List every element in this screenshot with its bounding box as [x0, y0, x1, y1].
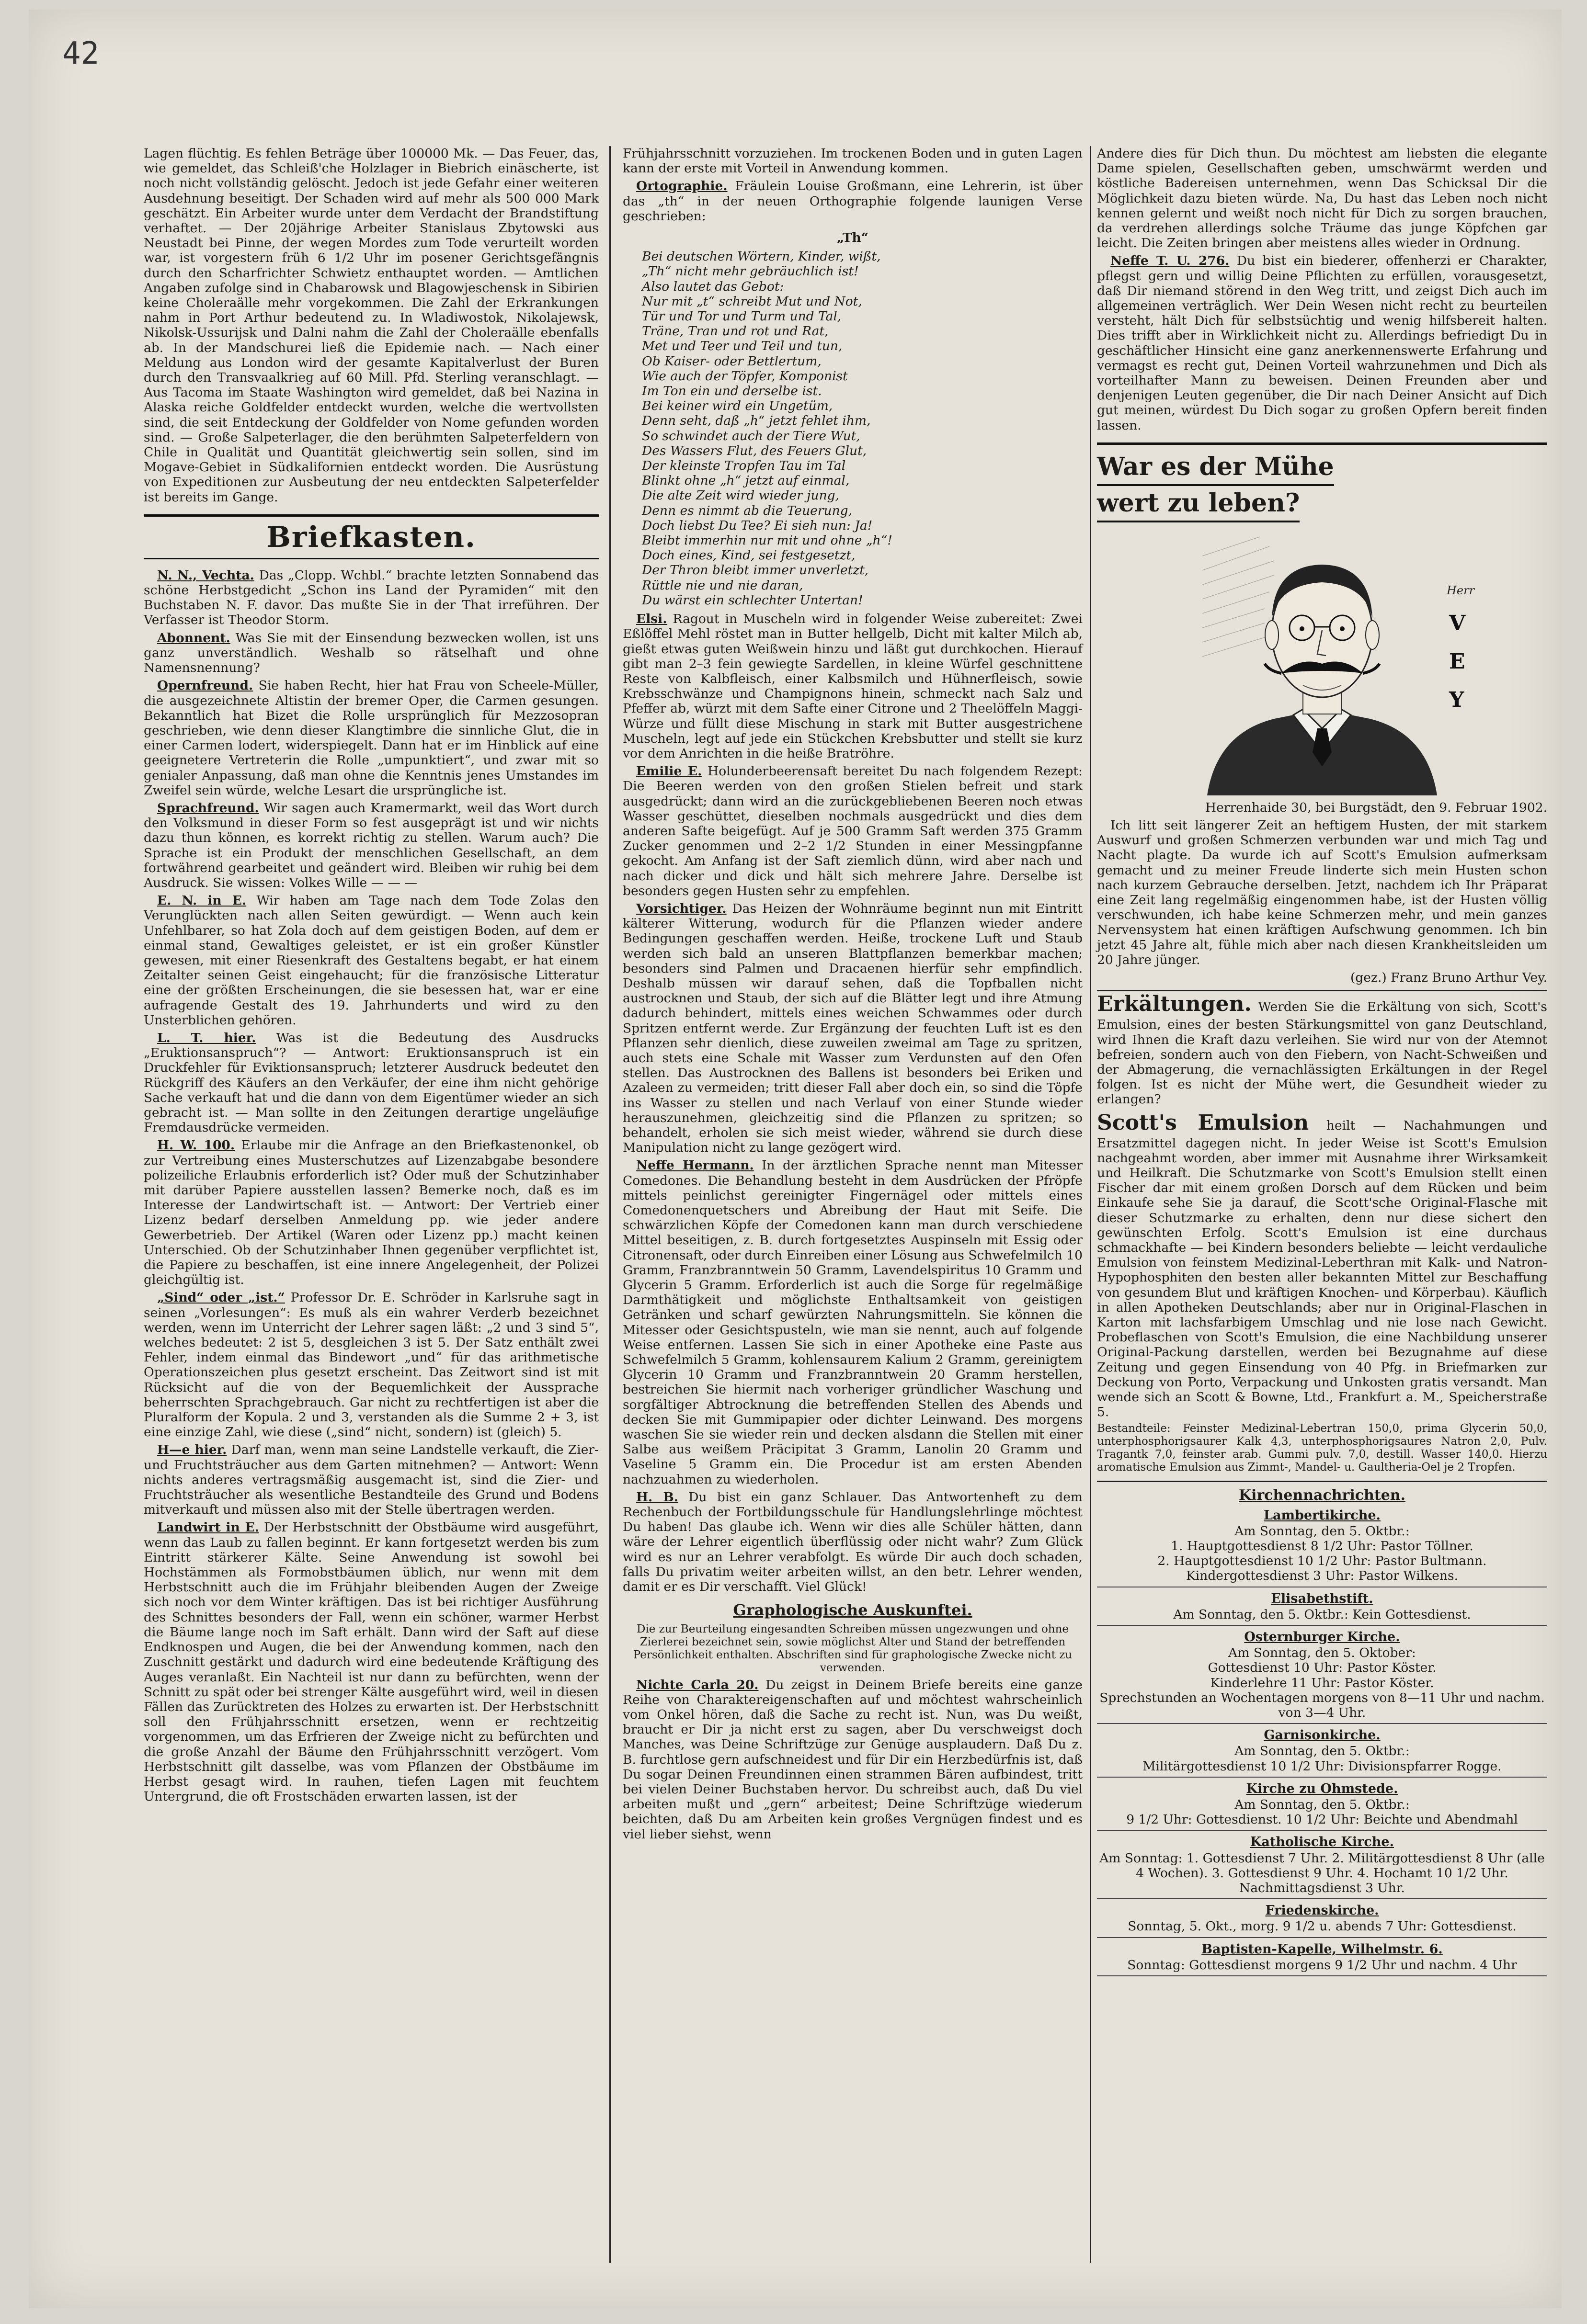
entry-text: Erlaube mir die Anfrage an den Briefkastenonkel, ob zur Vertreibung eines Musterschutzes auf Lizenzabgabe besondere polizeiliche Erlaubnis erforderlich ist? Oder muß der Schutzinhaber mit darüber Papiere ausstellen lassen? Bemerke noch, daß es im Interesse der Landwirtschaft ist. — Antwort: Der Vertrieb einer Lizenz bedarf derselben Anmeldung pp. wie jeder andere Gewerbetrieb. Der Artikel (Waren oder Lizenz pp.) macht keinen Unterschied. Ob der Schutzinhaber Ihnen gegenüber verpflichtet ist, die Papiere zu beschaffen, ist eine innere Angelegenheit, der Polizei gleichgültig ist. [144, 1138, 599, 1288]
entry-text: Du bist ein biederer, offenherzi er Charakter, pflegst gern und willig Deine Pflichten zu erfüllen, vorausgesetzt, daß Dir niemand störend in den Weg tritt, und zeigst Dich auch im allgemeinen verträglich. Wer Dein Wesen nicht recht zu beurteilen versteht, hält Dich für selbstsüchtig und wenig hilfsbereit halten. Dies trifft aber in Wirklichkeit nicht zu. Allerdings befriedigt Du in geschäftlicher Hinsicht eine ganz anerkennenswerte Erfahrung und vermagst es recht gut, Deinen Vorteil wahrzunehmen und Dich als vorteilhafter Mann zu beweisen. Deinen Freunden aber und denjenigen Leuten gegenüber, die Dir nach Deiner Ansicht auf Dich gut meinen, würdest Du Dich sogar zu großen Opfern bereit finden lassen. [1097, 253, 1547, 433]
entry-keyword: Vorsichtiger. [636, 901, 727, 916]
church-service-line: 1. Hauptgottesdienst 8 1/2 Uhr: Pastor Töllner. [1171, 1538, 1473, 1553]
poem-line: Rüttle nie und nie daran, [642, 578, 803, 593]
church-service-line: Am Sonntag, den 5. Oktbr.: [1234, 1744, 1410, 1759]
church-name: Lambertikirche. [1264, 1508, 1381, 1523]
ortho-entry [623, 179, 1083, 224]
poem-line: Bei deutschen Wörtern, Kinder, wißt, [642, 249, 881, 264]
briefkasten-entry [144, 568, 599, 628]
church-service-line: Am Sonntag, den 5. Oktbr.: Kein Gottesdienst. [1173, 1607, 1471, 1622]
poem-line: So schwindet auch der Tiere Wut, [642, 428, 860, 443]
portrait-illustration [1097, 527, 1547, 795]
church-notices [1097, 1481, 1547, 1976]
entry-text: Darf man, wenn man seine Landstelle verkauft, die Zier- und Fruchtsträucher aus dem Garten mitnehmen? — Antwort: Wenn nichts anderes vertragsmäßig ausgemacht ist, sind die Zier- und Fruchtsträucher als wesentliche Bestandteile des Grund und Bodens mitverkauft und müssen also mit der Stelle übertragen werden. [144, 1442, 599, 1518]
church-service-line: Militärgottesdienst 10 1/2 Uhr: Divisionspfarrer Rogge. [1142, 1758, 1502, 1774]
briefkasten-entry [144, 1138, 599, 1287]
briefkasten-entry [144, 631, 599, 676]
entry-text: Du bist ein ganz Schlauer. Das Antwortenheft zu dem Rechenbuch der Fortbildungsschule für Handlungslehrlinge möchtest Du haben! Das glaube ich. Wenn wir dies alle Schüler hätten, dann wäre der Lehrer eigentlich überflüssig oder nicht wahr? Zum Glück wird es nur an Lehrer verabfolgt. Es würde Dir auch doch schaden, falls Du privatim weiter arbeiten willst, an den betr. Lehrer wenden, damit er es Dir verschafft. Viel Glück! [623, 1489, 1083, 1595]
church-service-line: Gottesdienst 10 Uhr: Pastor Köster. [1208, 1660, 1437, 1676]
briefkasten-entry [623, 901, 1083, 1155]
testimonial-text: Ich litt seit längerer Zeit an heftigem Husten, der mit starkem Auswurf und großen Schmerzen verbunden war und mich Tag und Nacht plagte. Da wurde ich auf Scott's Emulsion aufmerksam gemacht und zu meiner Freude linderte sich mein Husten schon nach kurzem Gebrauche derselben. Jetzt, nachdem ich Ihr Präparat eine Zeit lang regelmäßig eingenommen habe, ist der Husten völlig verschwunden, ich habe keine Schmerzen mehr, und mein ganzes Nervensystem hat einen kräftigen Aufschwung genommen. Ich bin jetzt 45 Jahre alt, fühle mich aber nach diesen Krankheitsleiden um 20 Jahre jünger. [1097, 818, 1547, 967]
poem-line: Met und Teer und Teil und tun, [642, 339, 843, 354]
church-service-line: Sprechstunden an Wochentagen morgens von 8—11 Uhr und nachm. von 3—4 Uhr. [1099, 1690, 1545, 1721]
church-name: Kirche zu Ohmstede. [1246, 1781, 1398, 1796]
ad-text: heilt — Nachahmungen und Ersatzmittel dagegen nicht. In jeder Weise ist Scott's Emulsion nachgeahmt worden, aber immer mit Ausnahme ihrer Wirksamkeit und Heilkraft. Die Schutzmarke von Scott's Emulsion stellt einen Fischer dar mit einem großen Dorsch auf dem Rücken und beim Einkaufe sehe Sie ja darauf, die Scott'sche Original-Flasche mit dieser Schutzmarke zu erhalten, denn nur diese sichert den gewünschten Erfolg. Scott's Emulsion ist eine durchaus schmackhafte — bei Kindern besonders beliebte — leicht verdauliche Emulsion von feinstem Medizinal-Leberthran mit Kalk- und Natron-Hypophosphiten den besten aller bekannten Mittel zur Beschaffung von gesundem Blut und kräftigen Knochen- und Körperbau). Käuflich in allen Apotheken Deutschlands; aber nur in Original-Flaschen in Karton mit lachsfarbigem Umschlag und nie lose nach Gewicht. Probeflaschen von Scott's Emulsion, die eine Nachbildung unserer Original-Packung darstellen, werden bei Bezugnahme auf diese Zeitung und gegen Einsendung von 40 Pfg. in Briefmarken zur Deckung von Porto, Verpackung und Unkosten gratis versandt. Man wende sich an Scott & Bowne, Ltd., Frankfurt a. M., Speicherstraße 5. [1097, 1118, 1547, 1420]
church-entry [1097, 1504, 1547, 1587]
entry-text: Wir sagen auch Kramermarkt, weil das Wort durch den Volksmund in dieser Form so fest ausgeprägt ist und wir nichts dazu thun können, es korrekt richtig zu stellen. Warum auch? Die Sprache ist ein Produkt der menschlichen Gesellschaft, an dem fortwährend gearbeitet und geändert wird. Bleiben wir ruhig bei dem Ausdruck. Sie wissen: Volkes Wille — — — [144, 800, 599, 890]
ad-erkaeltungen [1097, 991, 1547, 1107]
church-service-line: 9 1/2 Uhr: Gottesdienst. 10 1/2 Uhr: Beichte und Abendmahl [1126, 1812, 1518, 1827]
briefkasten-entry [623, 1158, 1083, 1486]
entry-keyword: H. W. 100. [157, 1138, 235, 1153]
ad-ingredients: Bestandteile: Feinster Medizinal-Lebertran 150,0, prima Glycerin 50,0, unterphosphorigsaurer Kalk 4,3, unterphosphorigsaures Natron 2,0, Pulv. Tragantk 7,0, feinster arab. Gummi pulv. 7,0, destill. Wasser 140,0. Hierzu aromatische Emulsion aus Zimmt-, Mandel- u. Gaultheria-Oel je 2 Tropfen. [1097, 1422, 1547, 1474]
briefkasten-entry [144, 893, 599, 1028]
entry-keyword: L. T. hier. [157, 1030, 256, 1045]
portrait-image [1174, 527, 1475, 795]
church-service-line: Sonntag: Gottesdienst morgens 9 1/2 Uhr und nachm. 4 Uhr [1127, 1957, 1517, 1973]
testimonial-place: Herrenhaide 30, bei Burgstädt, den 9. Februar 1902. [1205, 800, 1547, 815]
page-number: 42 [62, 36, 100, 71]
entry-keyword: Emilie E. [636, 764, 702, 779]
church-service-line: Sonntag, 5. Okt., morg. 9 1/2 u. abends 7 Uhr: Gottesdienst. [1128, 1919, 1517, 1934]
church-entry [1097, 1899, 1547, 1938]
portrait-letter: E [1449, 649, 1465, 674]
testimonial-signature: (gez.) Franz Bruno Arthur Vey. [1350, 970, 1547, 986]
poem-line: Der kleinste Tropfen Tau im Tal [642, 458, 846, 474]
church-entry [1097, 1831, 1547, 1899]
entry-text: Das Heizen der Wohnräume beginnt nun mit Eintritt kälterer Witterung, wodurch für die Pflanzen wieder andere Bedingungen geschaffen werden. Heiße, trockene Luft und Staub werden sich bald an unseren Blattpflanzen bemerkbar machen; besonders sind Palmen und Dracaenen hierfür sehr empfindlich. Deshalb müssen wir darauf sehen, daß die Topfballen nicht austrocknen und Staub, der sich auf die Blätter legt und ihre Atmung dadurch behindert, mittels eines weichen Schwammes oder durch Spritzen entfernt werde. Zur Ergänzung der feuchten Luft ist es den Pflanzen sehr dienlich, diese zuweilen zweimal am Tage zu spritzen, auch stets eine Schale mit Wasser zum Verdunsten auf den Ofen stellen. Das Austrocknen des Ballens ist besonders bei Eriken und Azaleen zu vermeiden; tritt dieser Fall aber doch ein, so sind die Töpfe ins Wasser zu stellen und nach Verlauf von einer Stunde wieder herauszunehmen, gleichzeitig sind die Pflanzen zu spritzen; so behandelt, erholen sie sich meist wieder, während sie durch diese Manipulation nicht zu lange gezögert wird. [623, 901, 1083, 1156]
poem-line: „Th“ nicht mehr gebräuchlich ist! [642, 264, 859, 279]
ad-text: Werden Sie die Erkältung von sich, Scott's Emulsion, eines der besten Stärkungsmittel von ganz Deutschland, wird Ihnen die Kraft dazu verleihen. Sie wird nur von der Atemnot befreien, sondern auch von den Fiebern, von Nacht-Schweißen und der Abmagerung, die vernachlässigten Erkältungen in der Regel folgen. Ist es nicht der Mühe wert, die Gesundheit wieder zu erlangen? [1097, 999, 1547, 1107]
church-entry [1097, 1626, 1547, 1724]
church-service-line: Am Sonntag: 1. Gottesdienst 7 Uhr. 2. Militärgottesdienst 8 Uhr (alle 4 Wochen). 3. Gottesdienst 9 Uhr. 4. Hochamt 10 1/2 Uhr. Nachmittagsdienst 3 Uhr. [1099, 1850, 1545, 1896]
poem-line: Ob Kaiser- oder Bettlertum, [642, 353, 822, 369]
briefkasten-entry [144, 678, 599, 798]
briefkasten-entry [144, 1442, 599, 1517]
entry-keyword: „Sind“ oder „ist.“ [157, 1290, 285, 1305]
entry-keyword: Neffe T. U. 276. [1110, 253, 1230, 269]
entry-text: Wir haben am Tage nach dem Tode Zolas den Verunglückten nach allen Seiten gewürdigt. — Wenn auch kein Unfehlbarer, so hat Zola doch auf dem geistigen Boden, auf dem er einmal stand, Gewaltiges geleistet, er ist ein großer Künstler gewesen, mit einer Riesenkraft des Gestaltens begabt, er hat einem Zeitalter seinen Geist eingehaucht; für die französische Litteratur eine der größten Erscheinungen, die sie besessen hat, war er eine aufragende Gestalt des 19. Jahrhunderts und wird zu den Unsterblichen gehören. [144, 893, 599, 1028]
entry-text: Ragout in Muscheln wird in folgender Weise zubereitet: Zwei Eßlöffel Mehl röstet man in Butter hellgelb, Dicht mit kalter Milch ab, gießt etwas guten Weißwein hinzu und läßt gut durchkochen. Hierauf gibt man 2–3 fein gewiegte Sardellen, in kleine Würfel geschnittene Reste von Kalbfleisch, einer Kalbsmilch und Hühnerfleisch, sowie Krebsschwänze und Champignons hinein, schmeckt nach Salz und Pfeffer ab, würzt mit dem Safte einer Citrone und 2 Theelöffeln Maggi-Würze und füllt diese Mischung in stark mit Butter ausgestrichene Muscheln, legt auf jede ein Stückchen Krebsbutter und stellt sie kurz vor dem Anrichten in die heiße Bratröhre. [623, 612, 1083, 761]
entry-keyword: Abonnent. [157, 630, 230, 646]
poem-line: Der Thron bleibt immer unverletzt, [642, 563, 869, 578]
poem-line: Also lautet das Gebot: [642, 279, 784, 294]
poem-line: Doch eines, Kind, sei festgesetzt, [642, 548, 856, 563]
grapho-heading: Graphologische Auskunftei. [733, 1601, 972, 1620]
church-service-line: Am Sonntag, den 5. Oktbr.: [1234, 1797, 1410, 1813]
briefkasten-heading: Briefkasten. [144, 514, 599, 559]
ad-subheading: Scott's Emulsion [1097, 1110, 1309, 1135]
briefkasten-entry [623, 764, 1083, 898]
column-rule [609, 146, 611, 2263]
entry-keyword: E. N. in E. [157, 893, 247, 908]
poem-line: Im Ton ein und derselbe ist. [642, 384, 822, 399]
church-entry [1097, 1778, 1547, 1831]
grapho-intro: Die zur Beurteilung eingesandten Schreiben müssen ungezwungen und ohne Zierlerei bezeichnet sein, sowie möglichst Alter und Stand der betreffenden Persönlichkeit enthalten. Abschriften sind für graphologische Zwecke nicht zu verwenden. [633, 1622, 1073, 1674]
briefkasten-entry [144, 801, 599, 890]
portrait-letter: V [1449, 611, 1466, 635]
column-1 [144, 146, 599, 2244]
entry-text: Der Herbstschnitt der Obstbäume wird ausgeführt, wenn das Laub zu fallen beginnt. Er kann fortgesetzt werden bis zum Eintritt stärkerer Kälte. Seine Anwendung ist sowohl bei Hochstämmen als Formobstbäumen üblich, nur wenn mit dem Herbstschnitt auch die im Frühjahr bleibenden Augen der Zweige sich noch vor dem Winter kräftigen. Das ist bei richtiger Ausführung des Schnittes besonders der Fall, wenn ein schöner, warmer Herbst die Bäume lange noch im Saft erhält. Dann wird der Saft auf diese Endknospen und Augen, die bei der Anwendung kommen, nach den Zuschnitt gestärkt und dadurch wird eine bedeutende Kräftigung des Auges veranlaßt. Ein Nachteil ist nur dann zu befürchten, wenn der Schnitt zu spät oder bei strenger Kälte ausgeführt wird, weil in diesen Fällen das Zurücktreten des Holzes zu erwarten ist. Der Herbstschnitt soll den Frühjahrsschnitt ersetzen, wenn er rechtzeitig vorgenommen, um das Erfrieren der Zweige nicht zu befürchten und die große Anzahl der Bäume den Frühjahrsschnitt verzögert. Vom Herbstschnitt gilt dasselbe, was vom Pflanzen der Obstbäume im Herbst gesagt wird. In rauhen, tiefen Lagen mit feuchtem Untergrund, die oft Frostschäden erwarten lassen, ist der [144, 1520, 599, 1804]
poem-line: Denn es nimmt ab die Teuerung, [642, 503, 853, 518]
entry-keyword: Opernfreund. [157, 678, 253, 693]
church-entry [1097, 1724, 1547, 1778]
entry-text: Das „Clopp. Wchbl.“ brachte letzten Sonnabend das schöne Herbstgedicht „Schon ins Land der Pyramiden“ mit den Buchstaben N. F. davor. Das mußte Sie in der That irreführen. Der Verfasser ist Theodor Storm. [144, 567, 599, 628]
entry-text: Holunderbeerensaft bereitet Du nach folgendem Rezept: Die Beeren werden von den großen Stielen befreit und stark ausgedrückt; dann wird an die zurückgebliebenen Beeren noch etwas Wasser geschüttet, dieselben nochmals ausgedrückt und dies dem anderen Safte beigefügt. Auf je 500 Gramm Saft werden 375 Gramm Zucker genommen und 2–2 1/2 Stunden in einer Messingpfanne gekocht. Am Anfang ist der Saft ziemlich dünn, wird aber nach und nach dicker und dick und hält sich mehrere Jahre. Derselbe ist besonders gegen Husten sehr zu empfehlen. [623, 764, 1083, 898]
news-text: Andere dies für Dich thun. Du möchtest am liebsten die elegante Dame spielen, Gesellschaften geben, umschwärmt werden und köstliche Badereisen unternehmen, wenn Das Schicksal Dir die Möglichkeit dazu bieten würde. Na, Du hast das Leben noch nicht kennen gelernt und weißt noch nicht für Dich zu sorgen brauchen, da verdrehen allerdings solche Träume das junge Köpfchen gar leicht. Die Zeiten bringen aber meistens alles wieder in Ordnung. [1097, 146, 1547, 251]
church-name: Osternburger Kirche. [1244, 1630, 1400, 1644]
ad-headline-line1: War es der Mühe [1097, 450, 1334, 486]
ad-headline [1097, 442, 1547, 522]
entry-keyword: Ortographie. [636, 179, 728, 194]
entry-keyword: Elsi. [636, 612, 667, 627]
church-entry [1097, 1938, 1547, 1976]
ad-scotts [1097, 1110, 1547, 1420]
ad-headline-line2: wert zu leben? [1097, 486, 1300, 522]
poem-line: Doch liebst Du Tee? Ei sieh nun: Ja! [642, 518, 873, 533]
briefkasten-entry [1097, 253, 1547, 432]
briefkasten-entries [144, 568, 599, 1804]
ad-subheading: Erkältungen. [1097, 992, 1252, 1017]
entry-keyword: H. B. [636, 1489, 678, 1505]
church-service-line: Kinderlehre 11 Uhr: Pastor Köster. [1210, 1675, 1434, 1690]
entry-text: Sie haben Recht, hier hat Frau von Scheele-Müller, die ausgezeichnete Altistin der bremer Oper, die Carmen gesungen. Bekanntlich hat Bizet die Rolle ursprünglich für Mezzosopran geschrieben, wie denn dieser Klangtimbre die sinnliche Glut, die in einer Carmen lodert, widerspiegelt. Dann hat er im Hinblick auf eine geeignetere Vertreterin die Rolle „umpunktiert“, und zwar mit so genialer Anpassung, daß man ohne die Kenntnis jenes Umstandes im Zweifel sein würde, welche Lesart die ursprüngliche ist. [144, 678, 599, 798]
portrait-letter: Y [1449, 687, 1464, 712]
entry-text: In der ärztlichen Sprache nennt man Mitesser Comedones. Die Behandlung besteht in dem Ausdrücken der Pfröpfe mittels peinlichst gereinigter Fingernägel oder mittels eines Comedonenquetschers und Abreibung der Haut mit Seife. Die schwärzlichen Köpfe der Comedonen kann man durch verschiedene Mittel beseitigen, z. B. durch fortgesetztes Auspinseln mit Essig oder Citronensaft, oder durch Einreiben einer Lösung aus Schwefelmilch 10 Gramm, Franzbranntwein 50 Gramm, Lavendelspiritus 10 Gramm und Glycerin 5 Gramm. Erforderlich ist auch die Sorge für regelmäßige Darmthätigkeit und möglichste Enthaltsamkeit von geistigen Getränken und scharf gewürzten Nahrungsmitteln. Sie können die Mitesser oder Gesichtspusteln, wie man sie nennt, auch auf folgende Weise entfernen. Lassen Sie sich in einer Apotheke eine Paste aus Schwefelmilch 5 Gramm, kohlensaurem Kalium 2 Gramm, gereinigtem Glycerin 10 Gramm und Franzbranntwein 20 Gramm herstellen, bestreichen Sie hiermit nach vorheriger gründlicher Waschung und sorgfältiger Abtrocknung die betreffenden Stellen des Abends und decken Sie mit Gummipapier oder dichter Leinwand. Des morgens waschen Sie sie wieder rein und decken alsdann die Stellen mit einer Salbe aus weißem Präcipitat 3 Gramm, Lanolin 20 Gramm und Vaseline 5 Gramm ein. Die Procedur ist am ersten Abenden nachzuahmen zu wiederholen. [623, 1158, 1083, 1487]
church-name: Elisabethstift. [1271, 1591, 1373, 1606]
poem-line: Tür und Tor und Turm und Tal, [642, 309, 842, 324]
entry-keyword: H—e hier. [157, 1442, 227, 1458]
poem-line: Denn seht, daß „h“ jetzt fehlet ihm, [642, 413, 871, 429]
portrait-caption: Herr [1447, 583, 1475, 597]
briefkasten-entries [623, 612, 1083, 1594]
poem-line: Nur mit „t“ schreibt Mut und Not, [642, 294, 862, 309]
church-list [1097, 1504, 1547, 1976]
church-name: Baptisten-Kapelle, Wilhelmstr. 6. [1201, 1941, 1443, 1957]
poem-line: Bei keiner wird ein Ungetüm, [642, 398, 833, 414]
entry-text: Was Sie mit der Einsendung bezwecken wollen, ist uns ganz unverständlich. Weshalb so rätselhaft und ohne Namensnennung? [144, 630, 599, 676]
entry-keyword: Landwirt in E. [157, 1520, 260, 1535]
entry-keyword: Neffe Hermann. [636, 1158, 754, 1173]
poem-line: Träne, Tran und rot und Rat, [642, 324, 829, 339]
poem-line: Blinkt ohne „h“ jetzt auf einmal, [642, 473, 850, 488]
briefkasten-entry [144, 1031, 599, 1135]
poem-line: Des Wassers Flut, des Feuers Glut, [642, 443, 867, 458]
church-service-line: Am Sonntag, den 5. Oktbr.: [1234, 1523, 1410, 1539]
grapho-entry [623, 1678, 1083, 1842]
news-text: Lagen flüchtig. Es fehlen Beträge über 100000 Mk. — Das Feuer, das, wie gemeldet, das Schleiß'che Holzlager in Biebrich einäscherte, ist noch nicht vollständig gelöscht. Jedoch ist jede Gefahr einer weiteren Ausdehnung beseitigt. Der Schaden wird auf mehr als 500 000 Mark geschätzt. Ein Arbeiter wurde unter dem Verdacht der Brandstiftung verhaftet. — Der 20jährige Arbeiter Stanislaus Zbytowski aus Neustadt bei Pinne, der wegen Mordes zum Tode verurteilt worden war, ist vorgestern früh 6 1/2 Uhr im posener Gerichtsgefängnis durch den Scharfrichter Schwietz enthauptet worden. — Amtlichen Angaben zufolge sind in Chabarowsk und Blagowjeschensk in Sibirien keine Choleraälle mehr vorgekommen. Die Zahl der Erkrankungen nahm in Port Arthur bedeutend zu. In Wladiwostok, Nikolajewsk, Nikolsk-Ussurijsk und Dalni nahm die Zahl der Choleraälle ebenfalls ab. In der Mandschurei ließ die Epidemie nach. — Nach einer Meldung aus London wird der gesamte Kapitalverlust der Buren durch den Transvaalkrieg auf 60 Mill. Pfd. Sterling veranschlagt. — Aus Tacoma im Staate Washington wird gemeldet, daß bei Nazina in Alaska reiche Goldfelder entdeckt wurden, welche die wertvollsten sind, die seit Entdeckung der Goldfelder von Nome gefunden worden sind. — Große Salpeterlager, die den berühmten Salpeterfeldern von Chile in Qualität und Quantität gleichwertig sein sollen, sind im Mogave-Gebiet in Südkalifornien entdeckt worden. Die Ausrüstung von Expeditionen zur Ausbeutung der neu entdeckten Salpeterfelder ist bereits im Gange. [144, 146, 599, 505]
column-rule [1090, 146, 1091, 2263]
poem [642, 249, 1083, 608]
newspaper-page [29, 10, 1562, 2308]
church-entry [1097, 1587, 1547, 1626]
entry-keyword: Sprachfreund. [157, 800, 259, 816]
poem-title: „Th“ [836, 230, 869, 246]
briefkasten-entry [144, 1290, 599, 1440]
briefkasten-entry [623, 1490, 1083, 1594]
poem-line: Die alte Zeit wird wieder jung, [642, 488, 840, 503]
poem-line: Bleibt immerhin nur mit und ohne „h“! [642, 533, 892, 548]
church-service-line: Kindergottesdienst 3 Uhr: Pastor Wilkens. [1186, 1568, 1458, 1584]
church-name: Friedenskirche. [1265, 1903, 1379, 1918]
entry-keyword: N. N., Vechta. [157, 567, 254, 583]
church-name: Garnisonkirche. [1264, 1728, 1381, 1743]
news-text: Frühjahrsschnitt vorzuziehen. Im trockenen Boden und in guten Lagen kann der erste mit Vorteil in Anwendung kommen. [623, 146, 1083, 176]
entry-text: Du zeigst in Deinem Briefe bereits eine ganze Reihe von Charaktereigenschaften auf und möchtest wahrscheinlich vom Onkel hören, daß die Sache zu recht ist. Nun, was Du weißt, braucht er Dir ja nicht erst zu sagen, aber Du verschweigst doch Manches, was Deine Schriftzüge zur Genüge ausplaudern. Daß Du z. B. furchtlose gern aufschneidest und für Dir ein Herzbedürfnis ist, daß Du sogar Deinen Freundinnen einen strammen Bären aufbindest, tritt bei vielen Deiner Buchstaben hervor. Du schreibst auch, daß Du viel arbeiten mußt und „gern“ arbeitest; Deine Schriftzüge wiederum beichten, daß Du am Arbeiten kein großes Vergnügen findest und es viel lieber siehst, wenn [623, 1677, 1083, 1842]
entry-text: Was ist die Bedeutung des Ausdrucks „Eruktionsanspruch“? — Antwort: Eruktionsanspruch ist ein Druckfehler für Eviktionsanspruch; letzterer Ausdruck bedeutet den Rückgriff des Käufers an den Verkäufer, der eine ihm nicht gehörige Sache verkauft hat und die dann von dem Eigentümer wieder an sich gebracht ist. — Man sollte in den Zeitungen derartige ungeläufige Fremdausdrücke vermeiden. [144, 1030, 599, 1135]
briefkasten-entry [144, 1520, 599, 1804]
briefkasten-entry [623, 612, 1083, 761]
church-heading: Kirchennachrichten. [1238, 1487, 1406, 1504]
column-2 [623, 146, 1083, 2291]
entry-text: Fräulein Louise Großmann, eine Lehrerin, ist über das „th“ in der neuen Orthographie folgende launigen Verse geschrieben: [623, 179, 1083, 224]
poem-line: Wie auch der Töpfer, Komponist [642, 368, 848, 384]
column-3 [1097, 146, 1547, 2301]
church-service-line: 2. Hauptgottesdienst 10 1/2 Uhr: Pastor Bultmann. [1157, 1553, 1487, 1569]
entry-text: Professor Dr. E. Schröder in Karlsruhe sagt in seinen „Vorlesungen“: Es muß als ein wahrer Verderb bezeichnet werden, wenn im Unterricht der Lehrer sagen läßt: „2 und 3 sind 5“, welches bedeutet: 2 ist 5, desgleichen 3 ist 5. Der Satz enthält zwei Fehler, indem einmal das Bindewort „und“ für das arithmetische Operationszeichen plus gesetzt erscheint. Das Zeitwort sind ist mit Rücksicht auf die von der Bequemlichkeit der Aussprache beherrschten Sprachgebrauch. Gar nicht zu rechtfertigen ist aber die Pluralform der Kopula. 2 und 3, verstanden als die Summe 2 + 3, ist eine einzige Zahl, wie diese („sind“ nicht, sondern) ist (gleich) 5. [144, 1290, 599, 1440]
church-service-line: Am Sonntag, den 5. Oktober: [1228, 1645, 1416, 1661]
church-name: Katholische Kirche. [1250, 1835, 1394, 1850]
entry-keyword: Nichte Carla 20. [636, 1677, 759, 1692]
poem-line: Du wärst ein schlechter Untertan! [642, 592, 863, 608]
